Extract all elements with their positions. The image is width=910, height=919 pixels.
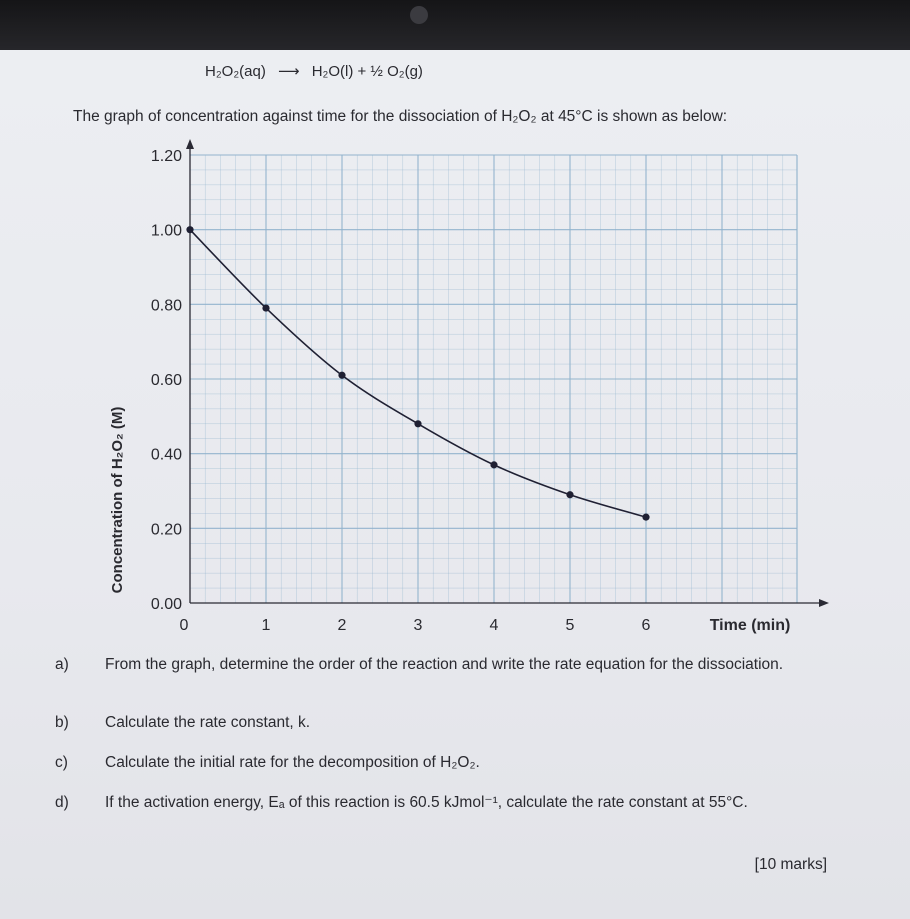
y-tick-label: 0.20 <box>150 521 182 539</box>
data-point <box>262 304 269 311</box>
intro-before: The graph of concentration against time for the dissociation of <box>73 108 502 125</box>
question-d-label: d) <box>55 794 69 811</box>
intro-species: H₂O₂ <box>501 108 537 125</box>
equation-arrow: ⟶ <box>278 63 300 80</box>
x-tick-label: 0 <box>179 617 189 634</box>
x-tick-label: 4 <box>489 617 499 634</box>
x-tick-label: 5 <box>565 617 575 634</box>
question-c-after: . <box>475 754 480 771</box>
question-d-value: 60.5 kJmol⁻¹ <box>409 794 498 811</box>
x-axis-arrow-icon <box>819 599 829 607</box>
y-tick-label: 0.40 <box>150 446 182 464</box>
data-point <box>566 491 573 498</box>
question-c-text <box>105 751 845 774</box>
equation-reactant: H₂O₂(aq) <box>205 63 266 80</box>
y-tick-label: 0.00 <box>150 596 182 613</box>
intro-temperature: 45°C <box>558 108 593 125</box>
reaction-equation <box>205 62 423 80</box>
data-point <box>338 372 345 379</box>
question-b-label: b) <box>55 714 69 731</box>
data-point <box>414 420 421 427</box>
x-tick-label: 3 <box>413 617 423 634</box>
y-axis-label: Concentration of H₂O₂ (M) <box>109 406 126 594</box>
question-d <box>55 791 855 837</box>
data-point <box>642 514 649 521</box>
y-axis-arrow-icon <box>186 139 194 149</box>
question-d-text <box>105 791 845 814</box>
screen-bezel <box>0 0 910 50</box>
question-a-label: a) <box>55 656 69 673</box>
question-a <box>55 653 855 699</box>
question-c <box>55 751 855 774</box>
intro-sentence <box>73 108 727 126</box>
question-b-text: Calculate the rate constant, k. <box>105 714 311 731</box>
chart-tick-labels <box>151 148 651 634</box>
x-tick-label: 6 <box>641 617 651 634</box>
question-c-species: H₂O₂ <box>440 754 476 771</box>
question-c-label: c) <box>55 754 68 771</box>
camera-dot <box>410 6 428 24</box>
question-b <box>55 711 855 734</box>
chart-axes <box>186 139 829 607</box>
intro-middle: at <box>536 108 559 125</box>
x-axis-label: Time (min) <box>709 617 791 634</box>
y-tick-label: 0.80 <box>150 297 182 315</box>
x-tick-label: 2 <box>337 617 347 634</box>
chart-grid <box>190 155 797 603</box>
question-d-before: If the activation energy, Eₐ of this reaction is <box>105 794 410 811</box>
marks-total: [10 marks] <box>754 856 827 873</box>
question-c-before: Calculate the initial rate for the decomposition of <box>105 754 441 771</box>
y-tick-label: 0.60 <box>150 372 182 389</box>
y-tick-label: 1.00 <box>150 222 182 240</box>
y-tick-label: 1.20 <box>150 148 182 165</box>
x-tick-label: 1 <box>261 617 271 634</box>
data-point <box>186 226 193 233</box>
concentration-time-chart <box>0 130 910 640</box>
equation-products: H₂O(l) + ½ O₂(g) <box>311 63 423 80</box>
question-a-text: From the graph, determine the order of the reaction and write the rate equation for the dissociation. <box>105 656 784 673</box>
question-d-after: , calculate the rate constant at 55°C. <box>497 794 748 811</box>
data-point <box>490 461 497 468</box>
intro-after: is shown as below: <box>592 108 728 125</box>
